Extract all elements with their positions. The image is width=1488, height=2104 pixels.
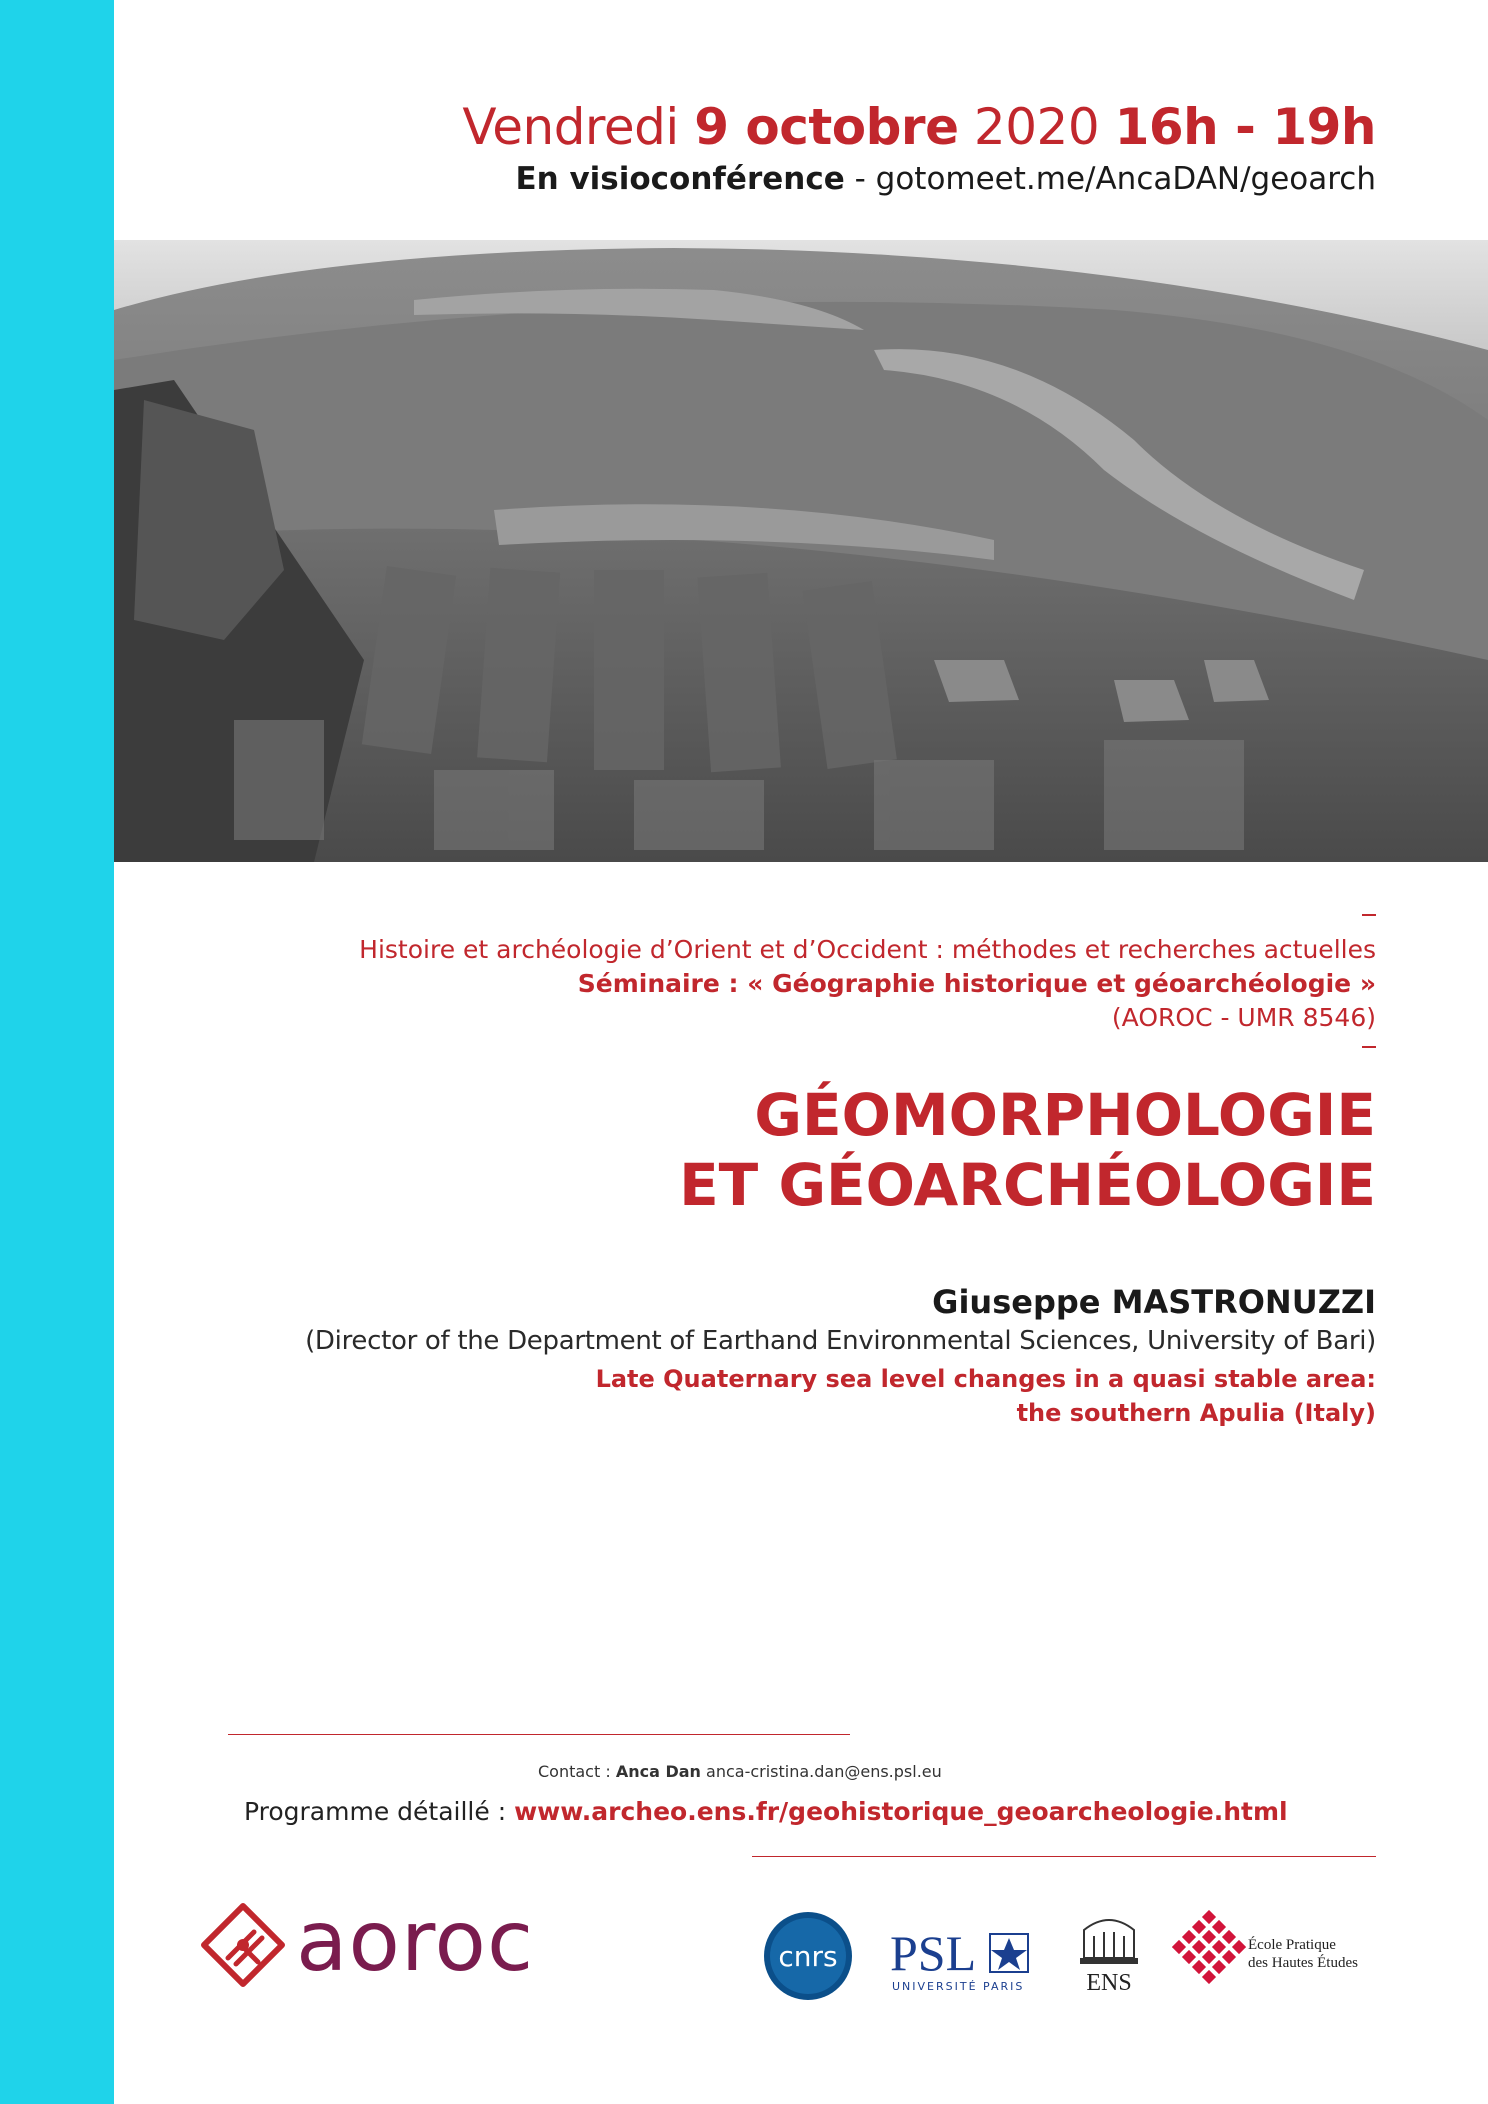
event-day: Vendredi [462, 98, 679, 156]
ephe-logo-text [1248, 1936, 1358, 1972]
header-photo [114, 240, 1488, 862]
main-title-line2: ET GÉOARCHÉOLOGIE [679, 1151, 1376, 1219]
programme-label: Programme détaillé : [244, 1797, 507, 1826]
top-dash-divider [1362, 914, 1376, 916]
main-title-line1: GÉOMORPHOLOGIE [754, 1081, 1376, 1149]
seminar-title: Séminaire : « Géographie historique et géoarchéologie » [577, 969, 1376, 998]
contact-email[interactable]: anca-cristina.dan@ens.psl.eu [706, 1762, 942, 1781]
cnrs-logo [762, 1910, 854, 2006]
contact-name: Anca Dan [615, 1762, 701, 1781]
contact-line [538, 1762, 942, 1782]
event-date [462, 98, 1376, 156]
event-mode: En visioconférence [515, 161, 845, 197]
bottom-dash-divider [1362, 1046, 1376, 1048]
ens-logo-text: ENS [1086, 1970, 1132, 1996]
footer-rule-top [228, 1734, 850, 1735]
speaker-affiliation: (Director of the Department of Earthand Environmental Sciences, University of Bari) [305, 1326, 1376, 1356]
ens-logo [1074, 1908, 1144, 2004]
main-title [679, 1080, 1376, 1220]
footer-rule-bottom [752, 1856, 1376, 1857]
aoroc-logo-text: aoroc [296, 1892, 535, 1990]
talk-title-line2: the southern Apulia (Italy) [1016, 1399, 1376, 1427]
psl-logo-subtitle: UNIVERSITÉ PARIS [892, 1980, 1025, 1993]
speaker-name: Giuseppe MASTRONUZZI [932, 1283, 1376, 1321]
seminar-series: Histoire et archéologie d’Orient et d’Occident : méthodes et recherches actuelles [359, 935, 1376, 964]
left-color-band [0, 0, 114, 2104]
talk-title [596, 1362, 1376, 1430]
programme-line [244, 1796, 1288, 1828]
talk-title-line1: Late Quaternary sea level changes in a quasi stable area: [595, 1365, 1376, 1393]
event-time: 16h - 19h [1114, 98, 1376, 156]
event-date-bold: 9 octobre [694, 98, 959, 156]
event-year: 2020 [973, 98, 1100, 156]
ephe-line1: École Pratique [1248, 1937, 1336, 1953]
psl-star-icon [991, 1938, 1027, 1970]
psl-logo [888, 1920, 1038, 2004]
event-location [515, 160, 1376, 198]
cnrs-logo-text: cnrs [778, 1940, 838, 1973]
ephe-logo-icon [1172, 1910, 1246, 1988]
aoroc-logo-icon [198, 1900, 288, 1994]
event-link[interactable]: gotomeet.me/AncaDAN/geoarch [875, 161, 1376, 197]
event-separator: - [854, 161, 866, 197]
ephe-line2: des Hautes Études [1248, 1955, 1358, 1971]
programme-link[interactable]: www.archeo.ens.fr/geohistorique_geoarcheologie.html [514, 1797, 1288, 1826]
psl-logo-text: PSL [890, 1925, 977, 1981]
contact-label: Contact : [538, 1762, 611, 1781]
seminar-unit: (AOROC - UMR 8546) [1111, 1003, 1376, 1032]
